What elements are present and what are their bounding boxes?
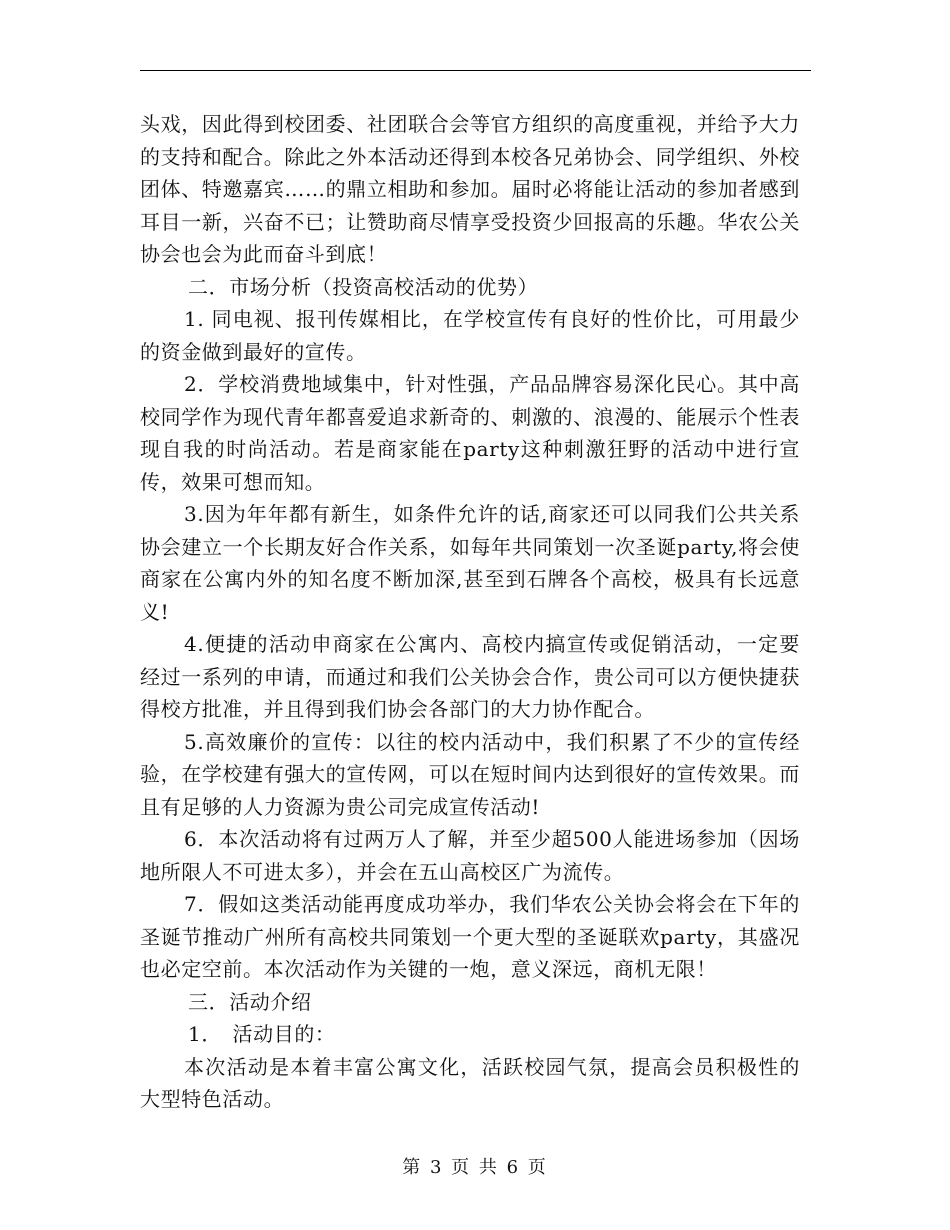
section-heading-market-analysis: 二．市场分析（投资高校活动的优势） (188, 274, 539, 299)
paragraph-intro-continued: 头戏，因此得到校团委、社团联合会等官方组织的高度重视，并给予大力的支持和配合。除此之外本活动还得到本校各兄弟协会、同学组织、外校团体、特邀嘉宾……的鼎立相助和参加。届时必将能让活动的参加者感到耳目一新，兴奋不已；让赞助商尽情享受投资少回报高的乐趣。华农公关协会也会为此而奋斗到底！ (140, 112, 800, 266)
page-number-footer: 第 3 页 共 6 页 (402, 1157, 548, 1178)
document-body (140, 108, 800, 1116)
paragraph-point-1: 1. 同电视、报刊传媒相比，在学校宣传有良好的性价比，可用最少的资金做到最好的宣传。 (140, 307, 800, 364)
paragraph-point-2: 2．学校消费地域集中，针对性强，产品品牌容易深化民心。其中高校同学作为现代青年都喜爱追求新奇的、刺激的、浪漫的、能展示个性表现自我的时尚活动。若是商家能在party这种刺激狂野的活动中进行宣传，效果可想而知。 (140, 372, 800, 494)
paragraph-activity-purpose: 本次活动是本着丰富公寓文化，活跃校园气氛，提高会员积极性的大型特色活动。 (140, 1054, 800, 1111)
paragraph-point-7: 7．假如这类活动能再度成功举办，我们华农公关协会将会在下年的圣诞节推动广州所有高校共同策划一个更大型的圣诞联欢party，其盛况也必定空前。本次活动作为关键的一炮，意义深远，商机无限！ (140, 892, 800, 981)
header-rule (140, 70, 811, 71)
paragraph-point-4: 4.便捷的活动申商家在公寓内、高校内搞宣传或促销活动，一定要经过一系列的申请，而通过和我们公关协会合作，贵公司可以方便快捷获得校方批准，并且得到我们协会各部门的大力协作配合。 (140, 632, 800, 721)
section-heading-activity-intro: 三．活动介绍 (188, 989, 312, 1014)
paragraph-point-3: 3.因为年年都有新生，如条件允许的话,商家还可以同我们公共关系协会建立一个长期友好合作关系，如每年共同策划一次圣诞party,将会使商家在公寓内外的知名度不断加深,甚至到石牌各个高校，极具有长远意义! (140, 502, 800, 624)
paragraph-point-6: 6．本次活动将有过两万人了解，并至少超500人能进场参加（因场地所限人不可进太多），并会在五山高校区广为流传。 (140, 827, 800, 884)
paragraph-point-5: 5.高效廉价的宣传：以往的校内活动中，我们积累了不少的宣传经验，在学校建有强大的宣传网，可以在短时间内达到很好的宣传效果。而且有足够的人力资源为贵公司完成宣传活动! (140, 729, 800, 819)
subheading-activity-purpose: 1． 活动目的： (188, 1022, 336, 1046)
